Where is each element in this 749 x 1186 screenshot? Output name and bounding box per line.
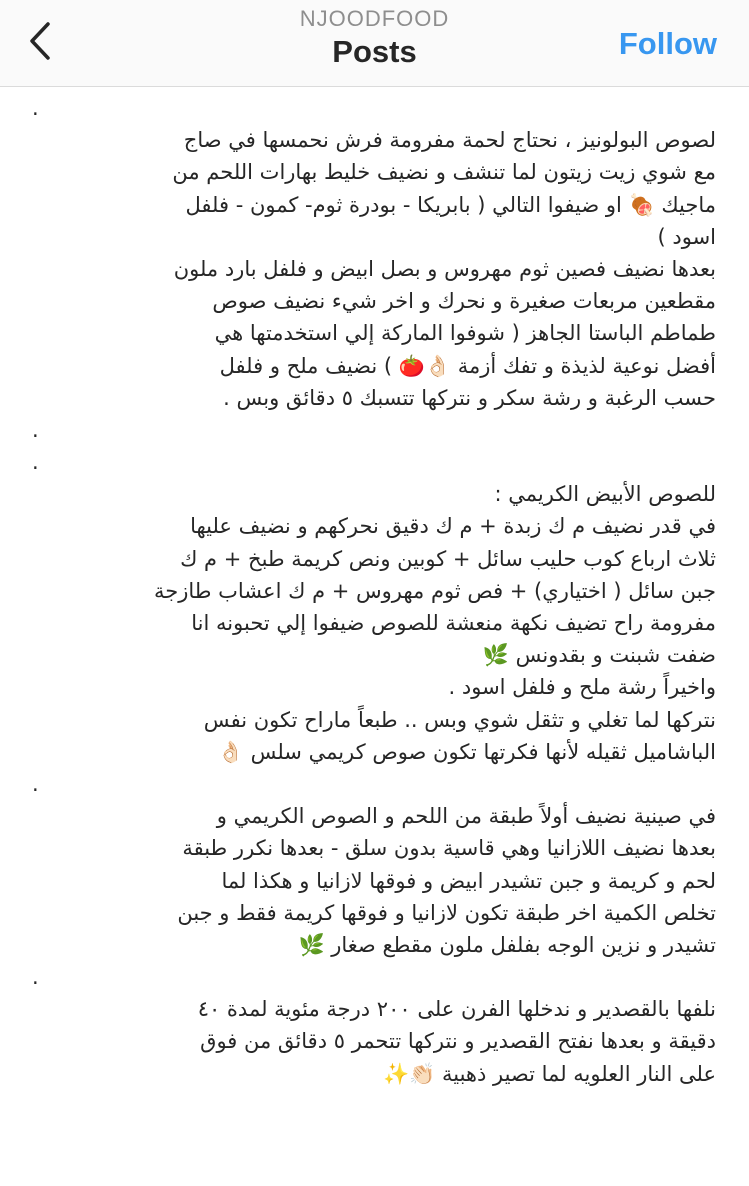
caption-line: تشيدر و نزين الوجه بفلفل ملون مقطع صغار 🌿 bbox=[298, 932, 716, 957]
caption-line: طماطم الباستا الجاهز ( شوفوا الماركة إلي استخدمتها هي bbox=[214, 321, 716, 346]
post-caption bbox=[26, 92, 716, 1090]
caption-line: حسب الرغبة و رشة سكر و نتركها تتسبك ٥ دقائق وبس . bbox=[223, 385, 716, 410]
caption-line: ضفت شبنت و بقدونس 🌿 bbox=[482, 643, 716, 668]
caption-line: مع شوي زيت زيتون لما تنشف و نضيف خليط بهارات اللحم من bbox=[172, 160, 716, 185]
caption-line: اسود ) bbox=[657, 224, 716, 249]
caption-line: ثلاث ارباع كوب حليب سائل + كوبين ونص كريمة طبخ + م ك bbox=[180, 546, 716, 571]
caption-line: في قدر نضيف م ك زبدة + م ك دقيق نحركهم و نضيف عليها bbox=[190, 514, 716, 539]
caption-line: نتركها لما تغلي و تثقل شوي وبس .. طبعاً ماراح تكون نفس bbox=[203, 707, 716, 732]
caption-line: بعدها نضيف اللازانيا وهي قاسية بدون سلق - بعدها نكرر طبقة bbox=[182, 836, 716, 861]
caption-line: مفرومة راح تضيف نكهة منعشة للصوص ضيفوا إلي تحبونه انا bbox=[191, 611, 716, 635]
top-nav-bar bbox=[0, 0, 749, 87]
caption-line: للصوص الأبيض الكريمي : bbox=[494, 482, 716, 507]
caption-separator: . bbox=[32, 96, 39, 120]
caption-line: لحم و كريمة و جبن تشيدر ابيض و فوقها لازانيا و هكذا لما bbox=[221, 868, 716, 893]
caption-separator: . bbox=[32, 417, 39, 442]
caption-line: في صينية نضيف أولاً طبقة من اللحم و الصوص الكريمي و bbox=[216, 804, 716, 829]
caption-separator: . bbox=[32, 771, 39, 796]
caption-line: أفضل نوعية لذيذة و تفك أزمة 👌🏻🍅 ) نضيف ملح و فلفل bbox=[219, 353, 716, 378]
caption-line: نلفها بالقصدير و ندخلها الفرن على ٢٠٠ درجة مئوية لمدة ٤٠ bbox=[197, 997, 716, 1022]
profile-username: NJOODFOOD bbox=[299, 6, 450, 31]
caption-line: دقيقة و بعدها نفتح القصدير و نتركها تتحمر ٥ دقائق من فوق bbox=[200, 1029, 716, 1054]
caption-line: الباشاميل ثقيله لأنها فكرتها تكون صوص كريمي سلس 👌🏻 bbox=[217, 739, 716, 764]
follow-button[interactable]: Follow bbox=[618, 26, 717, 61]
caption-line: على النار العلويه لما تصير ذهبية 👏🏻✨ bbox=[383, 1061, 716, 1086]
caption-line: ماجيك 🍖 او ضيفوا التالي ( بابريكا - بودرة ثوم- كمون - فلفل bbox=[185, 192, 716, 217]
caption-line: تخلص الكمية اخر طبقة تكون لازانيا و فوقها كريمة فقط و جبن bbox=[177, 900, 716, 925]
caption-line: بعدها نضيف فصين ثوم مهروس و بصل ابيض و فلفل بارد ملون bbox=[173, 256, 716, 281]
caption-line: لصوص البولونيز ، نحتاج لحمة مفرومة فرش نحمسها في صاج bbox=[183, 128, 716, 153]
page-title: Posts bbox=[332, 34, 417, 69]
caption-separator: . bbox=[32, 965, 39, 990]
caption-line: جبن سائل ( اختياري) + فص ثوم مهروس + م ك اعشاب طازجة bbox=[153, 578, 716, 603]
caption-separator: . bbox=[32, 450, 39, 475]
caption-line: مقطعين مربعات صغيرة و نحرك و اخر شيء نضيف صوص bbox=[212, 289, 716, 314]
caption-line: واخيراً رشة ملح و فلفل اسود . bbox=[448, 675, 716, 700]
